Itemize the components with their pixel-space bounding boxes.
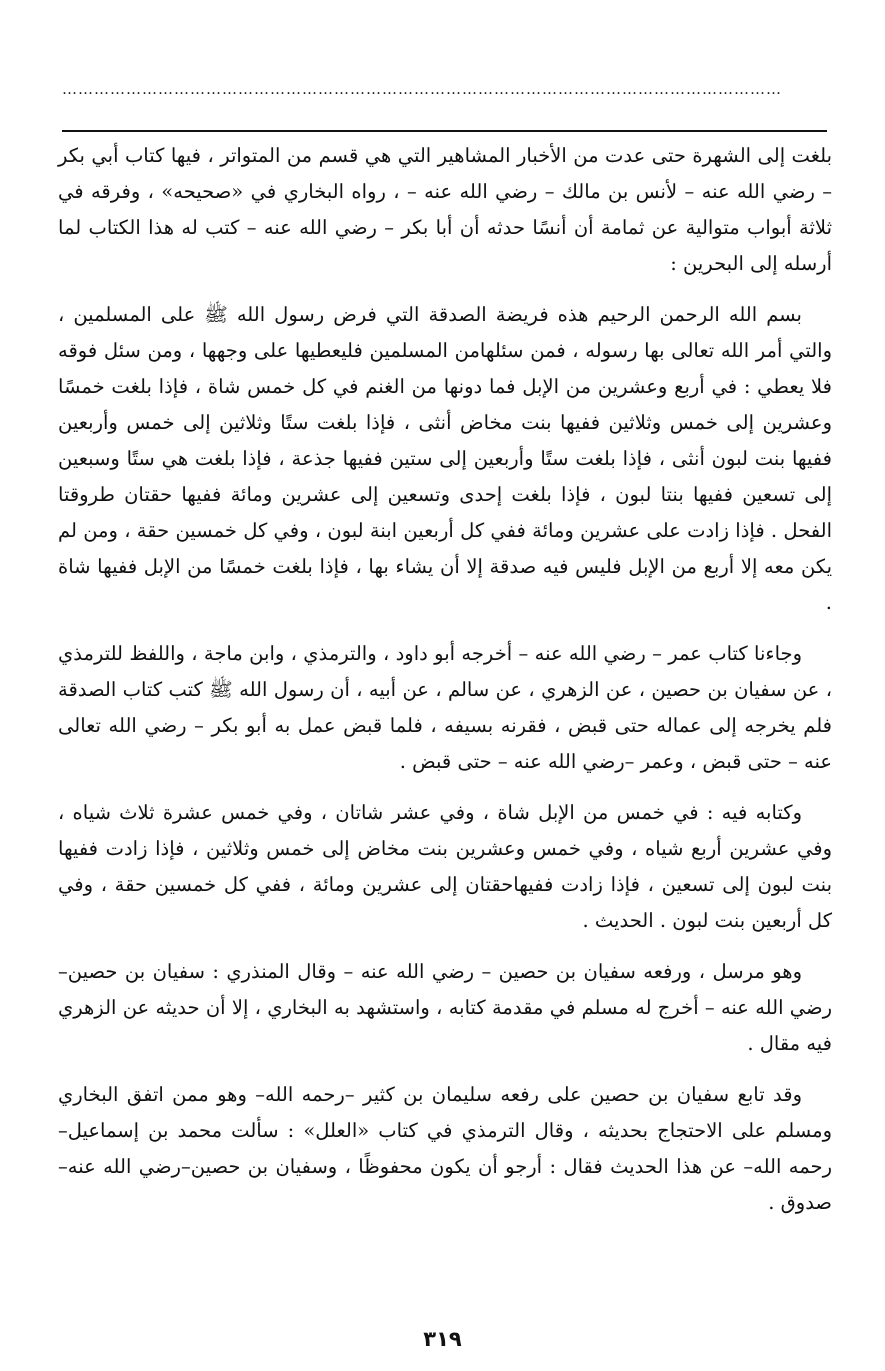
paragraph-3: وجاءنا كتاب عمر – رضي الله عنه – أخرجه أبو داود ، والترمذي ، وابن ماجة ، واللفظ للترمذي ، عن سفيان بن حصين ، عن الزهري ، عن سالم ، عن أبيه ، أن رسول الله ﷺ كتب كتاب الصدقة فلم يخرجه إلى عماله حتى قبض ، فقرنه بسيفه ، فلما قبض عمل به أبو بكر – رضي الله تعالى عنه – حتى قبض ، وعمر –رضي الله عنه – حتى قبض . — [58, 642, 832, 773]
page-number: ٣١٩ — [423, 1327, 462, 1351]
paragraph-6: وقد تابع سفيان بن حصين على رفعه سليمان بن كثير –رحمه الله– وهو ممن اتفق البخاري ومسلم على الاحتجاج بحديثه ، وقال الترمذي في كتاب «العلل» : سألت محمد بن إسماعيل–رحمه الله– عن هذا الحديث فقال : أرجو أن يكون محفوظًا ، وسفيان بن حصين–رضي الله عنه– صدوق . — [58, 1083, 832, 1214]
paragraph-5: وهو مرسل ، ورفعه سفيان بن حصين – رضي الله عنه – وقال المنذري : سفيان بن حصين– رضي الله عنه – أخرج له مسلم في مقدمة كتابه ، واستشهد به البخاري ، إلا أن حديثه عن الزهري فيه مقال . — [58, 960, 832, 1055]
text-body — [58, 138, 832, 1236]
paragraph-2: بسم الله الرحمن الرحيم هذه فريضة الصدقة التي فرض رسول الله ﷺ على المسلمين ، والتي أمر الله تعالى بها رسوله ، فمن سئلهامن المسلمين فليعطيها على وجهها ، ومن سئل فوقه فلا يعطي : في أربع وعشرين من الإبل فما دونها من الغنم في كل خمس شاة ، فإذا بلغت خمسًا وعشرين إلى خمس وثلاثين ففيها بنت مخاض أنثى ، فإذا بلغت ستًا وثلاثين إلى خمس وأربعين ففيها بنت لبون أنثى ، فإذا بلغت ستًا وأربعين إلى ستين ففيها جذعة ، فإذا بلغت هي ستًا وسبعين إلى تسعين ففيها بنتا لبون ، فإذا بلغت إحدى وتسعين إلى عشرين ومائة ففيها حقتان طروقتا الفحل . فإذا زادت على عشرين ومائة ففي كل أربعين ابنة لبون ، وفي كل خمسين حقة ، ومن لم يكن معه إلا أربع من الإبل فليس فيه صدقة إلا أن يشاء بها ، فإذا بلغت خمسًا من الإبل ففيها شاة . — [58, 303, 832, 614]
header-rule — [62, 130, 827, 132]
paragraph-1: بلغت إلى الشهرة حتى عدت من الأخبار المشاهير التي هي قسم من المتواتر ، فيها كتاب أبي بكر – رضي الله عنه – لأنس بن مالك – رضي الله عنه – ، رواه البخاري في «صحيحه» ، وفرقه في ثلاثة أبواب متوالية عن ثمامة أن أنسًا حدثه أن أبا بكر – رضي الله عنه – كتب له هذا الكتاب لما أرسله إلى البحرين : — [58, 144, 832, 275]
header-dotted-line: ……………………………………………………………………………………………………………………… — [62, 80, 782, 98]
paragraph-4: وكتابه فيه : في خمس من الإبل شاة ، وفي عشر شاتان ، وفي خمس عشرة ثلاث شياه ، وفي عشرين أربع شياه ، وفي خمس وعشرين بنت مخاض إلى خمس وثلاثين ، فإذا زادت ففيها بنت لبون إلى تسعين ، فإذا زادت ففيهاحقتان إلى عشرين ومائة ، ففي كل خمسين حقة ، وفي كل أربعين بنت لبون . الحديث . — [58, 801, 832, 932]
